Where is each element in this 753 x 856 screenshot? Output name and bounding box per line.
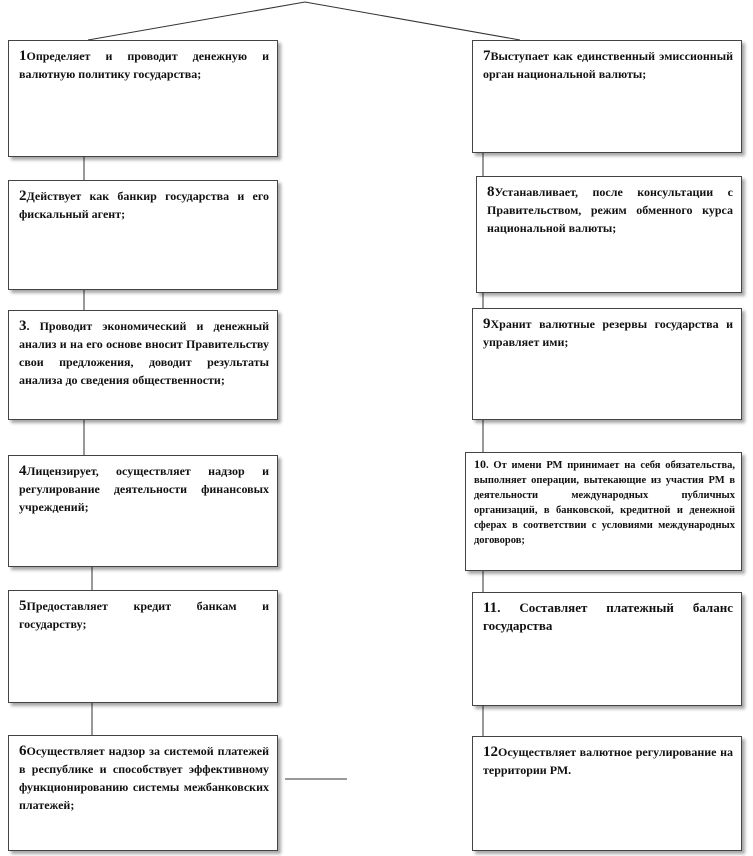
function-text: Осуществляет валютное регулирование на территории РМ. bbox=[483, 745, 733, 777]
function-box-12 bbox=[472, 736, 742, 851]
function-box-6 bbox=[8, 735, 278, 851]
function-number: 4 bbox=[19, 463, 27, 479]
function-number: 3 bbox=[19, 318, 27, 334]
function-text: Выступает как единственный эмиссионный орган национальной валюты; bbox=[483, 49, 733, 81]
function-number: 2 bbox=[19, 188, 27, 204]
function-text: Лицензирует, осуществляет надзор и регулирование деятельности финансовых учреждений; bbox=[19, 464, 269, 514]
function-box-8 bbox=[476, 176, 742, 293]
function-text: Осуществляет надзор за системой платежей в республике и способствует эффективному функционированию системы межбанковских платежей; bbox=[19, 744, 269, 812]
function-number: 5 bbox=[19, 598, 27, 614]
function-text: Предоставляет кредит банкам и государству; bbox=[19, 599, 269, 631]
function-number: 8 bbox=[487, 184, 495, 200]
function-box-2 bbox=[8, 180, 278, 290]
function-box-7 bbox=[472, 40, 742, 153]
function-box-3 bbox=[8, 310, 278, 420]
function-text: Хранит валютные резервы государства и управляет ими; bbox=[483, 317, 733, 349]
function-number: 11 bbox=[483, 600, 498, 616]
function-text: . От имени РМ принимает на себя обязательства, выполняет операции, вытекающие из участия РМ в деятельности международных публичных организаций, в банковской, кредитной и денежной сферах в соответствии с условиями международных договоров; bbox=[474, 460, 735, 546]
top-connector bbox=[88, 2, 520, 40]
function-number: 1 bbox=[19, 48, 27, 64]
function-text: Определяет и проводит денежную и валютную политику государства; bbox=[19, 49, 269, 81]
function-box-4 bbox=[8, 455, 278, 567]
function-number: 12 bbox=[483, 744, 498, 760]
function-box-11 bbox=[472, 592, 742, 706]
function-box-10 bbox=[465, 452, 742, 571]
function-box-9 bbox=[472, 308, 742, 420]
function-box-5 bbox=[8, 590, 278, 703]
function-number: 7 bbox=[483, 48, 491, 64]
function-box-1 bbox=[8, 40, 278, 157]
function-text: Действует как банкир государства и его фискальный агент; bbox=[19, 189, 269, 221]
function-text: . Проводит экономический и денежный анализ и на его основе вносит Правительству свои предложения, доводит результаты анализа до сведения общественности; bbox=[19, 319, 269, 387]
function-number: 10 bbox=[474, 457, 486, 471]
function-text: Устанавливает, после консультации с Правительством, режим обменного курса национальной валюты; bbox=[487, 185, 733, 235]
function-number: 9 bbox=[483, 316, 491, 332]
function-text: . Составляет платежный баланс государства bbox=[483, 600, 733, 633]
function-number: 6 bbox=[19, 743, 27, 759]
